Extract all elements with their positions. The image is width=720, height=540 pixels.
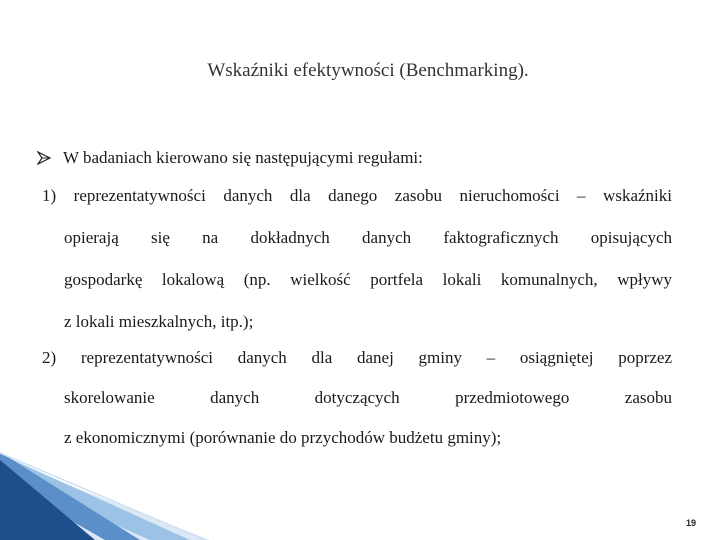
rule-item-1 [42, 187, 672, 331]
arrow-bullet-icon [37, 151, 51, 165]
page-number: 19 [686, 518, 697, 528]
rule-1-line-1: 1) reprezentatywności danych dla danego zasobu nieruchomości – wskaźniki [42, 186, 672, 205]
rule-item-2 [42, 349, 672, 447]
rule-1-line-3: gospodarkę lokalową (np. wielkość portfela lokali komunalnych, wpływy [64, 270, 672, 289]
corner-wave-decoration [0, 440, 720, 540]
rule-2-line-3: z ekonomicznymi (porównanie do przychodów budżetu gminy); [64, 428, 502, 447]
rule-2-line-2: skorelowanie danych dotyczących przedmiotowego zasobu [64, 388, 672, 407]
bullet-text: W badaniach kierowano się następującymi regułami: [63, 148, 423, 167]
rule-1-line-4: z lokali mieszkalnych, itp.); [64, 312, 254, 331]
rule-1-line-2: opierają się na dokładnych danych faktograficznych opisujących [64, 228, 672, 247]
bullet-item [37, 148, 423, 168]
rule-2-line-1: 2) reprezentatywności danych dla danej gminy – osiągniętej poprzez [42, 348, 672, 367]
slide-title: Wskaźniki efektywności (Benchmarking). [207, 60, 529, 81]
